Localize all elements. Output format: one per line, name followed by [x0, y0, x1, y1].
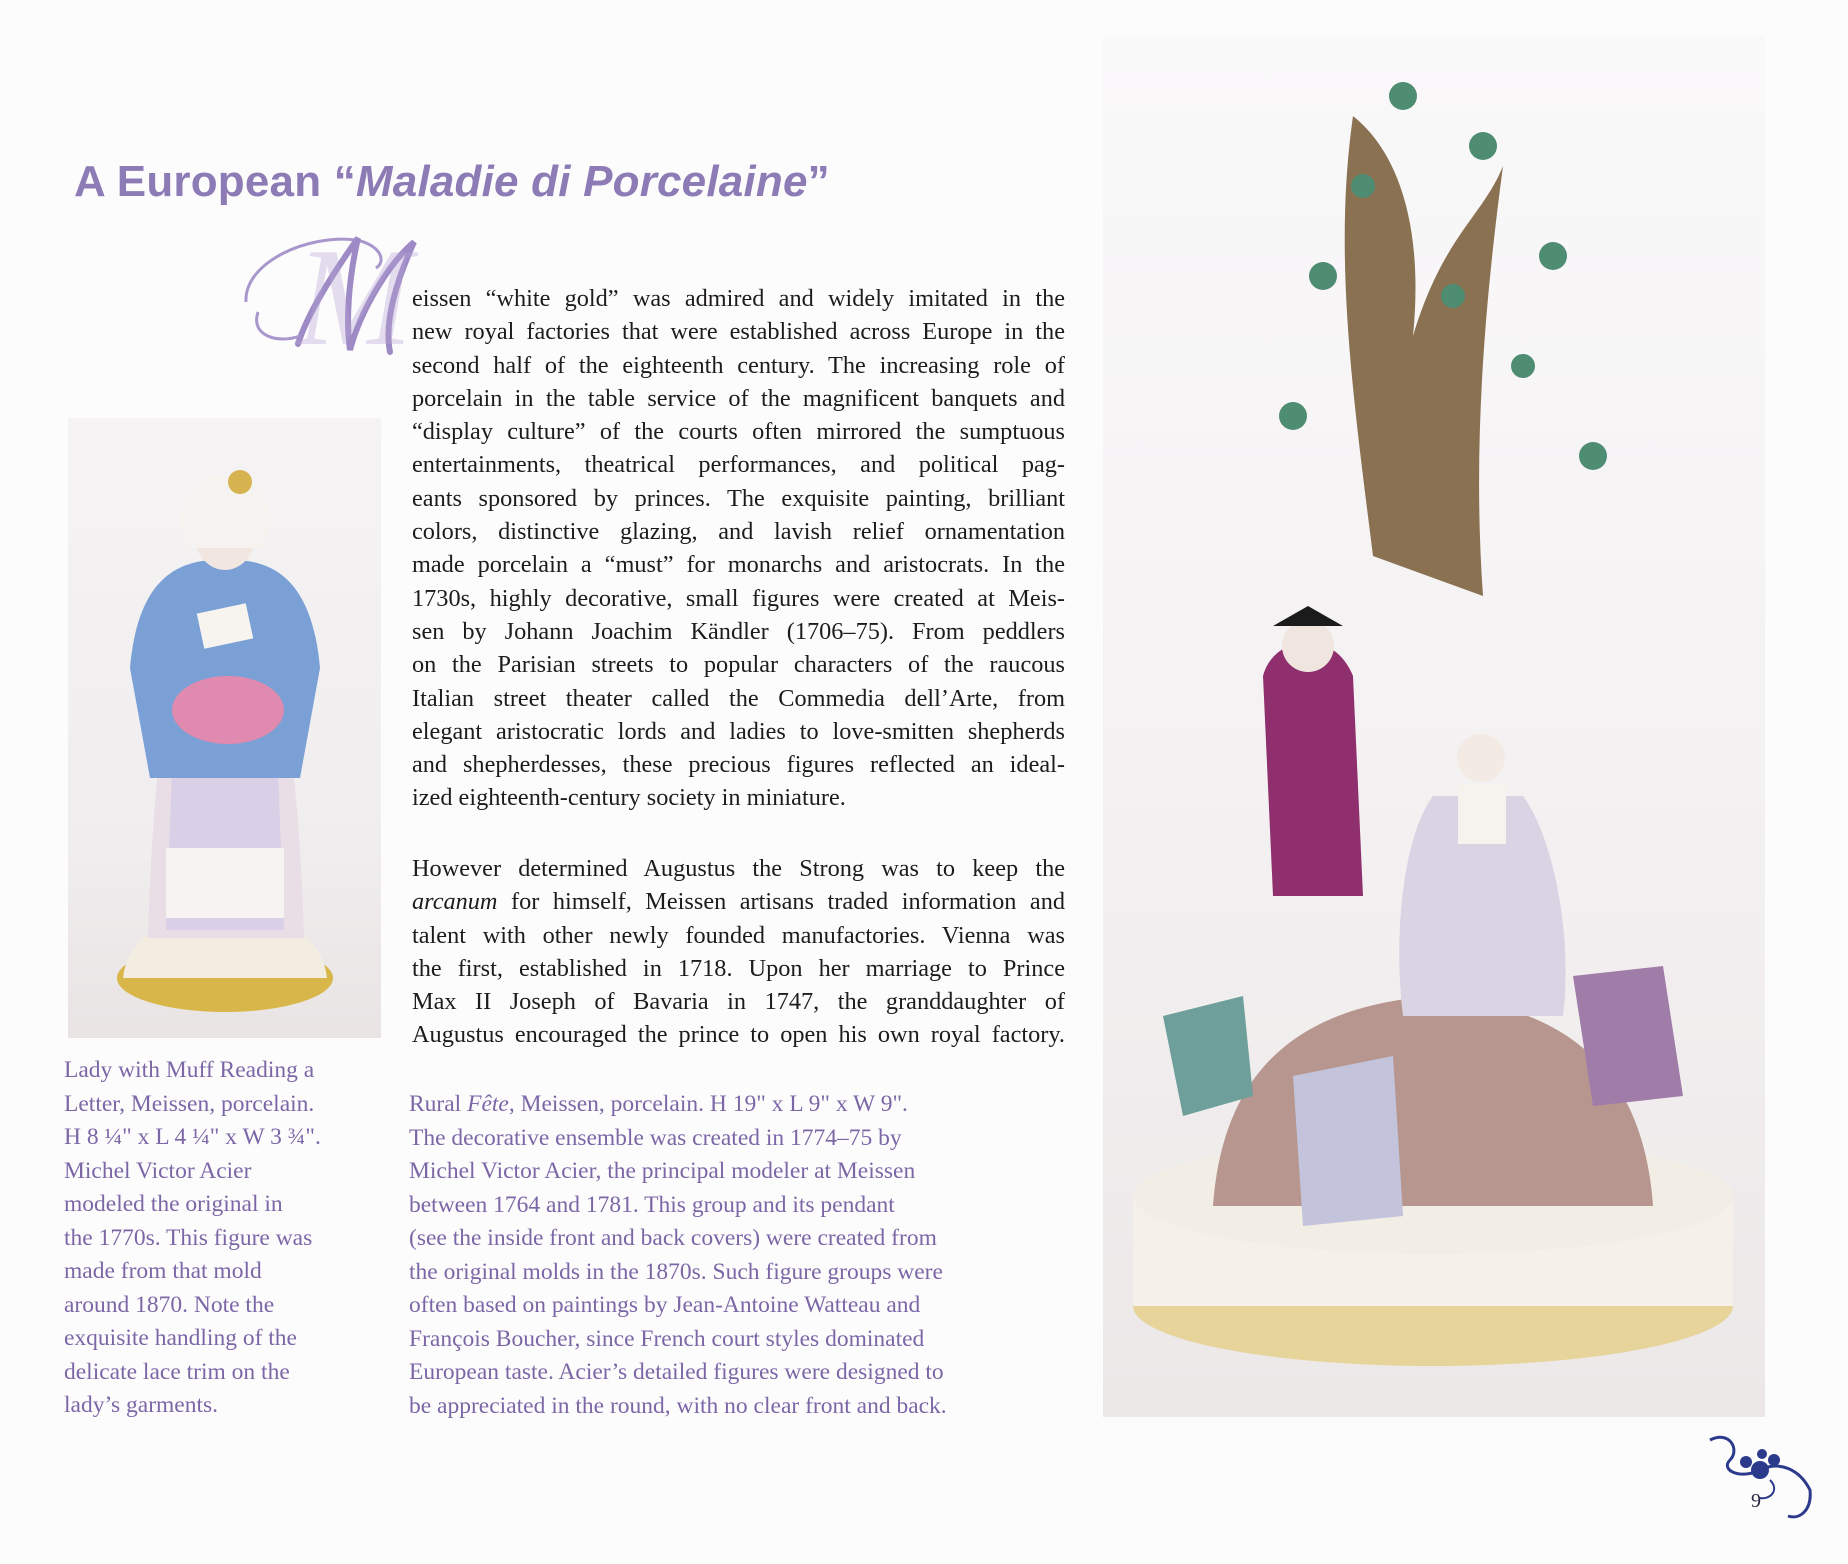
floral-ornament-icon [1700, 1420, 1820, 1530]
caption-rural-fete [409, 1088, 947, 1423]
paragraph-line: porcelain in the table service of the magnificent banquets and [412, 384, 1065, 412]
caption-line: often based on paintings by Jean-Antoine Watteau and [409, 1292, 921, 1318]
caption-line: the original molds in the 1870s. Such figure groups were [409, 1258, 943, 1285]
paragraph-line: Italian street theater called the Commedia dell’Arte, from [412, 684, 1065, 712]
paragraph-line: on the Parisian streets to popular characters of the raucous [412, 651, 1065, 679]
caption-line: Letter, Meissen, porcelain. [64, 1090, 315, 1117]
caption-line: François Boucher, since French court styles dominated [409, 1325, 925, 1352]
caption-line: Lady with Muff Reading a [64, 1057, 315, 1083]
paragraph-line: talent with other newly founded manufactories. Vienna was [412, 921, 1065, 949]
paragraph-line: arcanum for himself, Meissen artisans traded information and [412, 888, 1065, 916]
caption-line: H 8 ¼" x L 4 ¼" x W 3 ¾". [64, 1124, 321, 1150]
caption-line: Michel Victor Acier, the principal modeler at Meissen [409, 1158, 916, 1184]
paragraph-line: the first, established in 1718. Upon her marriage to Prince [412, 954, 1065, 982]
caption-line: modeled the original in [64, 1191, 283, 1217]
paragraph-line: eants sponsored by princes. The exquisite painting, brilliant [412, 484, 1065, 512]
paragraph-line: elegant aristocratic lords and ladies to love-smitten shepherds [412, 717, 1065, 745]
caption-line: delicate lace trim on the [64, 1358, 290, 1385]
paragraph-line: sen by Johann Joachim Kändler (1706–75). From peddlers [412, 617, 1065, 645]
paragraph-line: Augustus encouraged the prince to open his own royal factory. [412, 1021, 1065, 1049]
paragraph-line: colors, distinctive glazing, and lavish relief ornamentation [412, 518, 1065, 546]
paragraph-1 [412, 282, 1065, 815]
paragraph-line: second half of the eighteenth century. The increasing role of [412, 351, 1065, 379]
caption-line: Michel Victor Acier [64, 1157, 252, 1184]
paragraph-line: 1730s, highly decorative, small figures were created at Meis- [412, 584, 1065, 612]
caption-line: (see the inside front and back covers) were created from [409, 1225, 937, 1251]
caption-line: European taste. Acier’s detailed figures were designed to [409, 1359, 944, 1385]
paragraph-line: entertainments, theatrical performances, and political pag- [412, 451, 1065, 479]
caption-lady-with-muff [64, 1054, 321, 1423]
paragraph-line: However determined Augustus the Strong was to keep the [412, 855, 1065, 882]
caption-line: be appreciated in the round, with no clear front and back. [409, 1392, 947, 1419]
caption-line: exquisite handling of the [64, 1325, 297, 1351]
caption-line: around 1870. Note the [64, 1291, 275, 1318]
svg-text:M: M [296, 220, 413, 362]
paragraph-line: Max II Joseph of Bavaria in 1747, the granddaughter of [412, 988, 1065, 1016]
paragraph-line: made porcelain a “must” for monarchs and aristocrats. In the [412, 551, 1065, 579]
drop-cap-letter [238, 212, 418, 362]
lady-with-muff-photo [68, 418, 381, 1038]
page-title: A European “Maladie di Porcelaine” [74, 157, 830, 207]
paragraph-line: “display culture” of the courts often mirrored the sumptuous [412, 418, 1065, 446]
caption-line: Rural Fête, Meissen, porcelain. H 19" x L 9" x W 9". [409, 1091, 908, 1117]
paragraph-line: eissen “white gold” was admired and widely imitated in the [412, 285, 1065, 312]
caption-line: The decorative ensemble was created in 1774–75 by [409, 1124, 902, 1151]
paragraph-line: ized eighteenth-century society in miniature. [412, 784, 846, 812]
caption-line: lady’s garments. [64, 1392, 219, 1418]
paragraph-line: new royal factories that were established across Europe in the [412, 318, 1065, 346]
rural-fete-photo [1103, 36, 1765, 1417]
caption-line: between 1764 and 1781. This group and its pendant [409, 1191, 895, 1218]
caption-line: the 1770s. This figure was [64, 1224, 313, 1251]
paragraph-2 [412, 852, 1065, 1052]
page-number: 9 [1751, 1490, 1761, 1512]
paragraph-line: and shepherdesses, these precious figures reflected an ideal- [412, 751, 1065, 779]
caption-line: made from that mold [64, 1258, 262, 1284]
